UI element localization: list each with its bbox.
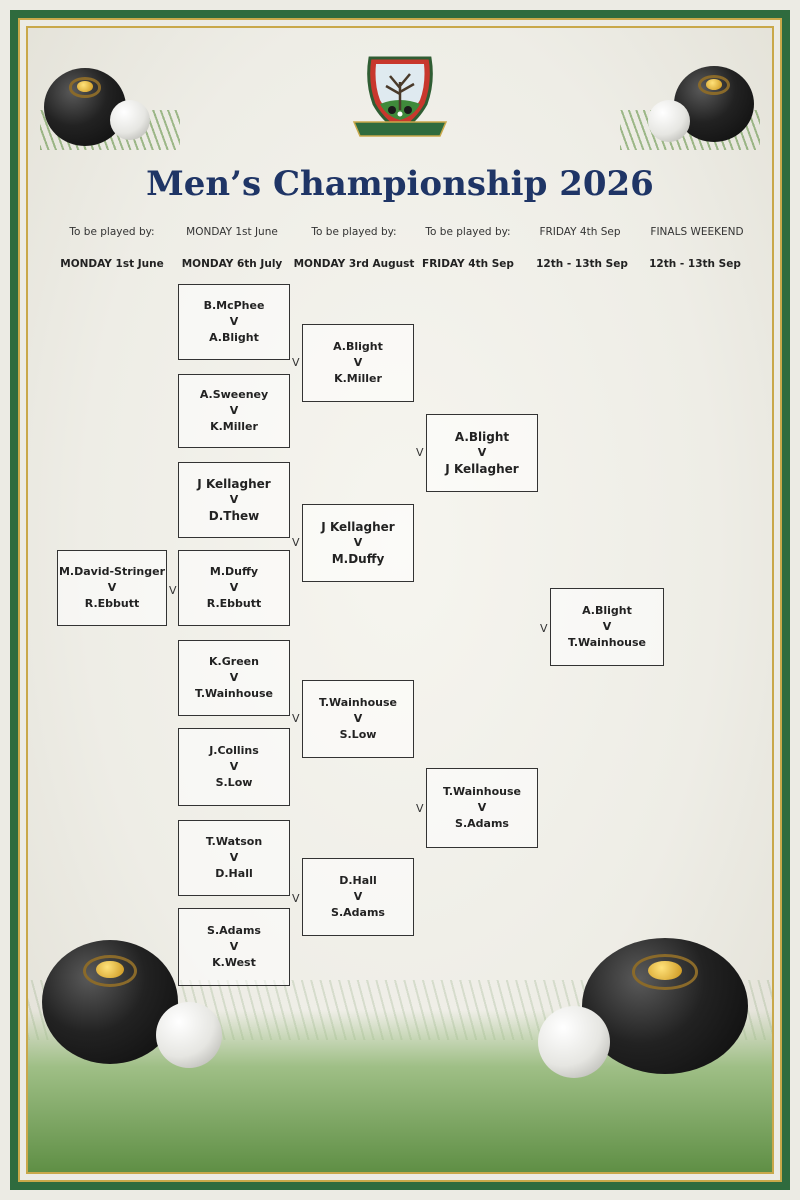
jack-ball-icon [110, 100, 150, 140]
versus-label: V [229, 493, 239, 506]
column-date: MONDAY 1st June [60, 258, 164, 270]
player-two: T.Wainhouse [194, 687, 273, 700]
player-one: B.McPhee [203, 299, 265, 312]
player-two: M.Duffy [331, 552, 385, 566]
match-box-round2 [302, 858, 414, 936]
bracket-link-v: V [169, 584, 177, 597]
versus-label: V [229, 315, 239, 328]
column-heading: FINALS WEEKEND [650, 226, 744, 238]
page-title: Men’s Championship 2026 [146, 164, 654, 204]
match-box-round1 [178, 728, 290, 806]
match-box-preliminary [57, 550, 167, 626]
match-box-round1 [178, 820, 290, 896]
versus-label: V [602, 620, 612, 633]
match-box-round2 [302, 680, 414, 758]
bracket-link-v: V [292, 892, 300, 905]
match-box-round1 [178, 640, 290, 716]
bracket-link-v: V [416, 802, 424, 815]
bracket-link-v: V [540, 622, 548, 635]
column-date: 12th - 13th Sep [649, 258, 741, 270]
jack-ball-icon [648, 100, 690, 142]
match-box-round2 [302, 504, 414, 582]
match-box-round1 [178, 374, 290, 448]
player-two: J Kellagher [445, 462, 519, 476]
player-two: R.Ebbutt [206, 597, 262, 610]
player-two: S.Adams [331, 906, 385, 919]
versus-label: V [477, 801, 487, 814]
player-one: A.Blight [333, 340, 383, 353]
column-date: MONDAY 6th July [181, 258, 283, 270]
jack-ball-icon [538, 1006, 610, 1078]
player-two: D.Thew [208, 509, 260, 523]
player-one: J.Collins [209, 744, 259, 757]
player-two: A.Blight [209, 331, 259, 344]
column-heading: MONDAY 1st June [186, 226, 278, 238]
match-box-semifinal [426, 414, 538, 492]
versus-label: V [229, 581, 239, 594]
versus-label: V [229, 760, 239, 773]
player-one: K.Green [209, 655, 259, 668]
match-box-round1 [178, 284, 290, 360]
player-two: R.Ebbutt [84, 597, 140, 610]
match-box-semifinal [426, 768, 538, 848]
column-date: 12th - 13th Sep [536, 258, 628, 270]
player-one: D.Hall [339, 874, 377, 887]
player-one: J Kellagher [321, 520, 395, 534]
player-two: K.Miller [210, 420, 258, 433]
player-two: K.West [212, 956, 256, 969]
match-box-round1 [178, 462, 290, 538]
versus-label: V [477, 446, 487, 459]
bracket-link-v: V [292, 536, 300, 549]
player-one: T.Wainhouse [442, 785, 521, 798]
jack-ball-icon [156, 1002, 222, 1068]
player-two: D.Hall [215, 867, 253, 880]
player-two: K.Miller [334, 372, 382, 385]
club-crest-icon [346, 52, 454, 142]
match-box-final [550, 588, 664, 666]
column-heading: To be played by: [425, 226, 511, 238]
column-heading: To be played by: [311, 226, 397, 238]
player-one: M.Duffy [209, 565, 259, 578]
column-heading: FRIDAY 4th Sep [539, 226, 621, 238]
player-one: T.Wainhouse [318, 696, 397, 709]
match-box-round1 [178, 908, 290, 986]
bracket-link-v: V [416, 446, 424, 459]
versus-label: V [229, 404, 239, 417]
versus-label: V [229, 851, 239, 864]
versus-label: V [353, 356, 363, 369]
player-two: S.Adams [455, 817, 509, 830]
player-one: S.Adams [207, 924, 261, 937]
player-two: T.Wainhouse [567, 636, 646, 649]
player-one: A.Blight [454, 430, 510, 444]
versus-label: V [229, 671, 239, 684]
bracket-link-v: V [292, 712, 300, 725]
player-one: M.David-Stringer [58, 565, 166, 578]
column-date: FRIDAY 4th Sep [422, 258, 514, 270]
player-one: J Kellagher [197, 477, 271, 491]
player-one: T.Watson [205, 835, 263, 848]
bracket-link-v: V [292, 356, 300, 369]
player-one: A.Blight [582, 604, 632, 617]
match-box-round1 [178, 550, 290, 626]
versus-label: V [353, 536, 363, 549]
versus-label: V [353, 712, 363, 725]
player-two: S.Low [215, 776, 253, 789]
versus-label: V [353, 890, 363, 903]
player-two: S.Low [339, 728, 377, 741]
versus-label: V [107, 581, 117, 594]
versus-label: V [229, 940, 239, 953]
column-date: MONDAY 3rd August [293, 258, 415, 270]
column-heading: To be played by: [69, 226, 155, 238]
match-box-round2 [302, 324, 414, 402]
player-one: A.Sweeney [199, 388, 269, 401]
